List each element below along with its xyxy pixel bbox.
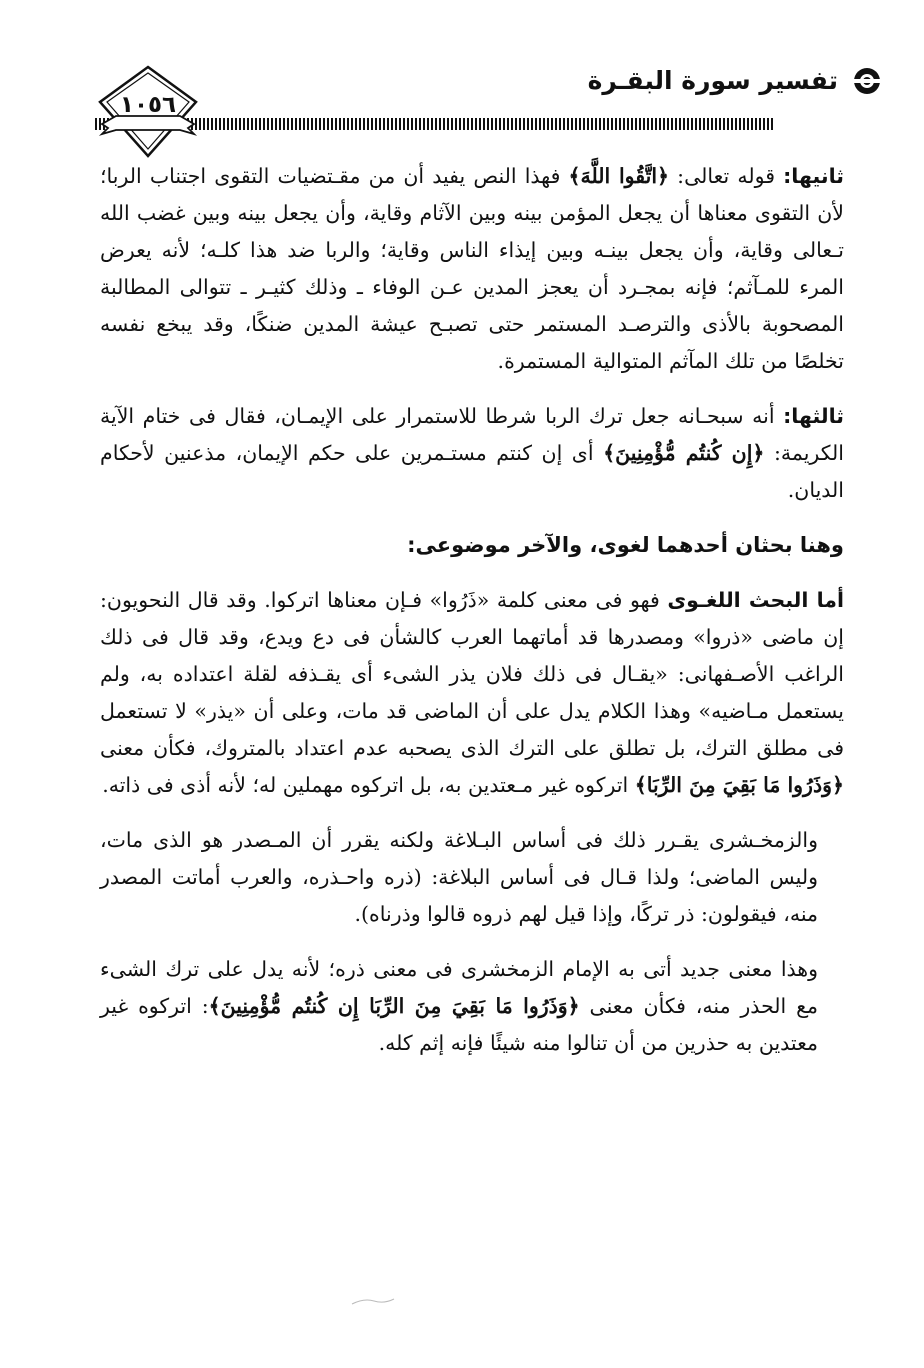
paragraph-text: أنه سبحـانه جعل ترك الربا شرطا للاستمرار على الإيمـان، فقال فى ختام الآية الكريمة: bbox=[100, 404, 845, 465]
quran-verse: ﴿اتَّقُوا اللَّهَ﴾ bbox=[568, 164, 670, 188]
paragraph-third-point bbox=[100, 398, 844, 509]
flower-ornament-icon bbox=[850, 66, 884, 96]
paragraph-text: وهذا معنى جديد أتى به الإمام الزمخشرى فى معنى ذره؛ لأنه يدل على ترك الشىء مع الحذر منه، فكأن معنى bbox=[100, 957, 818, 1018]
paragraph-linguistic bbox=[100, 582, 844, 804]
quran-verse: ﴿وَذَرُوا مَا بَقِيَ مِنَ الرِّبَا إِن كُنتُم مُّؤْمِنِينَ﴾ bbox=[208, 994, 580, 1018]
paragraph-text: : اتركوه غير معتدين به حذرين من أن تنالوا منه شيئًا فإنه إثم كله. bbox=[100, 994, 818, 1055]
paragraph-zamakhshari bbox=[100, 822, 844, 933]
page-header bbox=[0, 0, 924, 160]
paragraph-text: فهو فى معنى كلمة «ذَرُوا» فـإن معناها اتركوا. وقد قال النحويون: إن ماضى «ذروا» ومصدرها قد أماتهما العرب كالشأن فى دع ويدع، وقد قال فى ذلك الراغب الأصـفهانى: «يقـال فى ذلك فلان يذر الشىء أى يقـذفه لقلة اعتداده به، ولم يستعمل مـاضيه» وهذا الكلام يدل على أن الماضى قد مات، وعلى أن «يذر» لا تستعمل فى مطلق الترك، بل تطلق على الترك الذى يصحبه عدم اعتداد بالمتروك، فكأن معنى bbox=[100, 588, 844, 760]
paragraph-lead: أما البحث اللغـوى bbox=[667, 588, 844, 612]
paragraph-new-meaning bbox=[100, 951, 844, 1062]
running-title: تفسير سورة البقـرة bbox=[587, 66, 838, 95]
page-body bbox=[100, 158, 844, 1062]
quran-verse: ﴿إِن كُنتُم مُّؤْمِنِينَ﴾ bbox=[603, 441, 765, 465]
paragraph-text: قوله تعالى: bbox=[669, 164, 784, 188]
paragraph-lead: ثالثها: bbox=[783, 404, 844, 428]
paragraph-text: أى إن كنتم مستـمرين على حكم الإيمان، مذعنين لأحكام الديان. bbox=[100, 441, 844, 502]
paragraph-text: اتركوه غير مـعتدين به، بل اتركوه مهملين له؛ لأنه أذى فى ذاته. bbox=[102, 773, 635, 797]
paragraph-second-point bbox=[100, 158, 844, 380]
quran-verse: ﴿وَذَرُوا مَا بَقِيَ مِنَ الرِّبَا﴾ bbox=[634, 773, 844, 797]
scan-mark bbox=[350, 1296, 396, 1306]
paragraph-lead: ثانيها: bbox=[783, 164, 844, 188]
paragraph-text: فهذا النص يفيد أن من مقـتضيات التقوى اجتناب الربا؛ لأن التقوى معناها أن يجعل المؤمن بينه وبين الآثام وقاية، وأن يجعل بينه وبين غضب الله تـعالى وقاية، وأن يجعل بينـه وبين إيذاء الناس وقاية؛ والربا ضد هذا كلـه؛ لأنه يعرض المرء للمـآثم؛ فإنه بمجـرد أن يعجز المدين عـن الوفاء ـ وذلك كثيـر ـ تتوالى المطالبة المصحوبة بالأذى والترصـد المستمر حتى تصبـح عيشة المدين ضنكًا، وقد يبخع نفسه تخلصًا من تلك المآثم المتوالية المستمرة. bbox=[100, 164, 844, 373]
paragraph-text: والزمخـشرى يقـرر ذلك فى أساس البـلاغة ولكنه يقرر أن المـصدر هو الذى مات، وليس الماضى؛ ولذا قـال فى أساس البلاغة: (ذره واحـذره، والعرب أماتت المصدر منه، فيقولون: ذر تركًا، وإذا قيل لهم ذروه قالوا وذرناه). bbox=[100, 828, 818, 926]
section-heading: وهنا بحثان أحدهما لغوى، والآخر موضوعى: bbox=[407, 533, 844, 557]
page-number: ١٠٥٦ bbox=[119, 92, 177, 118]
